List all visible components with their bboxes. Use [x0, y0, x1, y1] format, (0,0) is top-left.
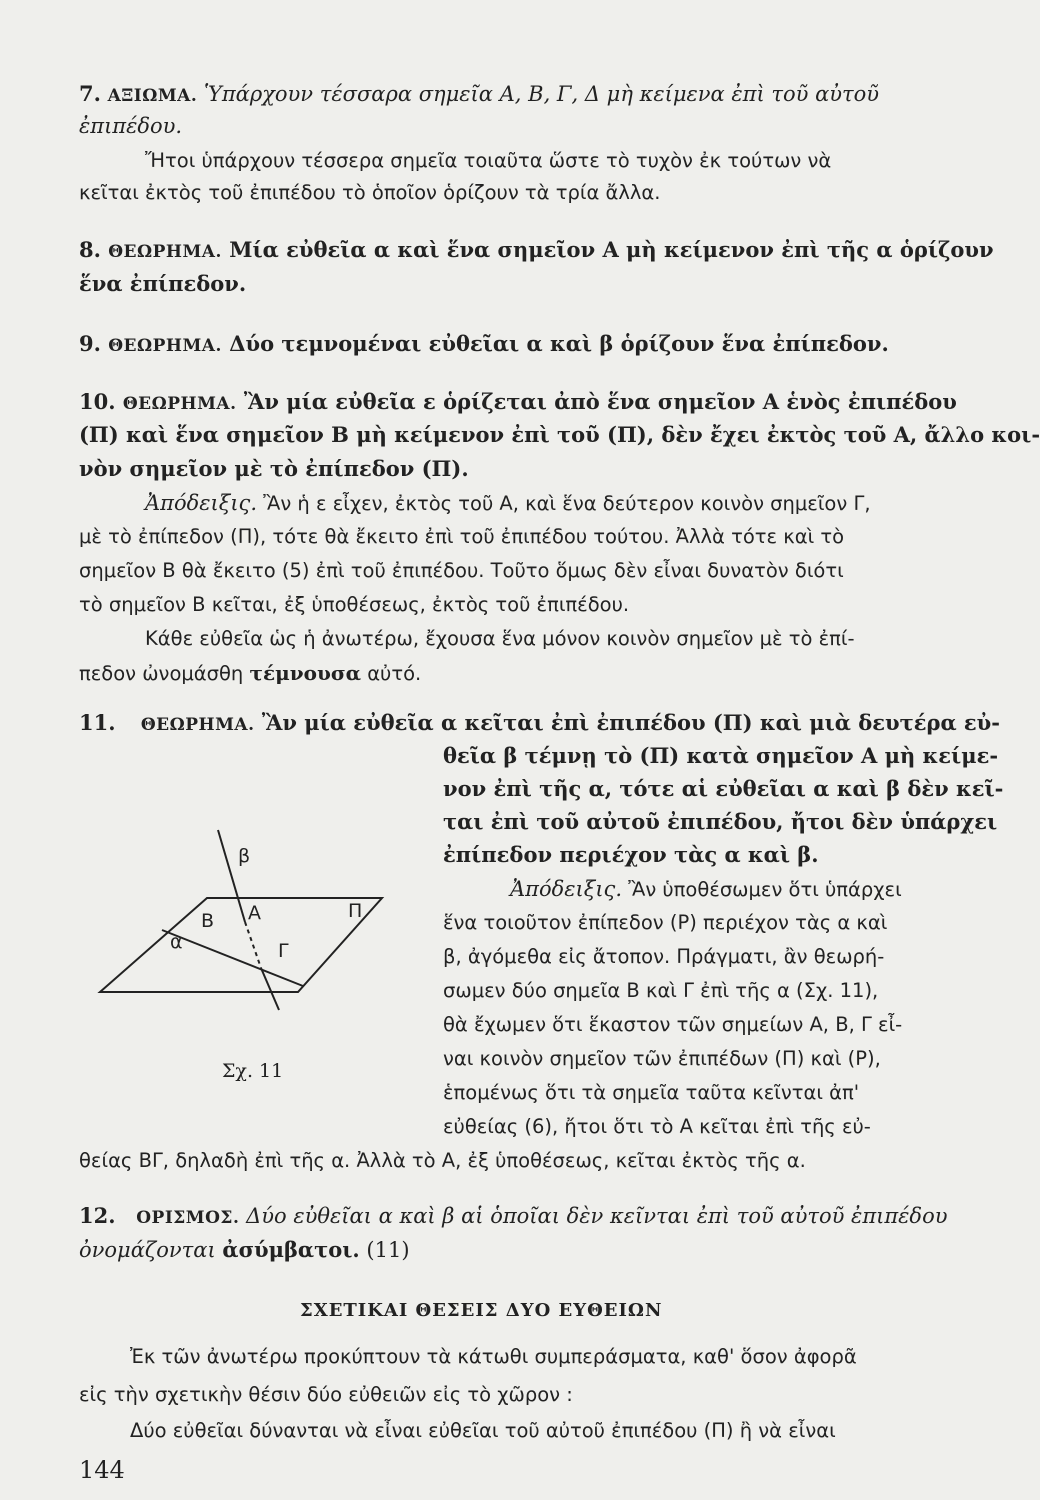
definition-12-line2	[79, 1236, 410, 1264]
section-label: ΑΞΙΩΜΑ.	[107, 86, 198, 106]
figure-caption: Σχ. 11	[222, 1060, 284, 1082]
theorem-11-line3: νον ἐπὶ τῆς α, τότε αἱ εὐθεῖαι α καὶ β δὲν κεῖ-	[443, 776, 1004, 801]
term-secant: τέμνουσα	[249, 661, 361, 685]
definition-text: ὀνομάζονται	[79, 1238, 216, 1262]
section-number: 7.	[79, 81, 101, 106]
line-beta-hidden	[245, 922, 261, 968]
plane-outline	[100, 898, 382, 992]
final-line1: Ἐκ τῶν ἀνωτέρω προκύπτουν τὰ κάτωθι συμπεράσματα, καθ' ὅσον ἀφορᾶ	[130, 1345, 857, 1368]
proof-10-line2: μὲ τὸ ἐπίπεδον (Π), τότε θὰ ἔκειτο ἐπὶ τοῦ ἐπιπέδου τούτου. Ἀλλὰ τότε καὶ τὸ	[79, 525, 845, 548]
axiom-7-explanation-line1: Ἤτοι ὑπάρχουν τέσσερα σημεῖα τοιαῦτα ὥστε τὸ τυχὸν ἐκ τούτων νὰ	[145, 149, 832, 172]
proof-11-line3: β, ἀγόμεθα εἰς ἄτοπον. Πράγματι, ἂν θεωρή-	[443, 945, 885, 968]
theorem-10-line2: (Π) καὶ ἕνα σημεῖον Β μὴ κείμενον ἐπὶ τοῦ (Π), δὲν ἔχει ἐκτὸς τοῦ Α, ἄλλο κοι-	[79, 422, 1040, 447]
theorem-11-line5: ἐπίπεδον περιέχον τὰς α καὶ β.	[443, 842, 819, 867]
section-label: ΘΕΩΡΗΜΑ.	[108, 336, 222, 356]
definition-12-line1	[79, 1202, 947, 1232]
proof-11-line6: ναι κοινὸν σημεῖον τῶν ἐπιπέδων (Π) καὶ (Ρ),	[443, 1047, 881, 1070]
theorem-9-line1	[79, 330, 889, 360]
theorem-8-line1	[79, 236, 994, 266]
remark-10-line1: Κάθε εὐθεῖα ὡς ἡ ἀνωτέρω, ἔχουσα ἕνα μόνον κοινὸν σημεῖον μὲ τὸ ἐπί-	[145, 627, 855, 650]
axiom-7-line1	[79, 80, 879, 110]
definition-text: Δύο εὐθεῖαι α καὶ β αἱ ὁποῖαι δὲν κεῖνται ἐπὶ τοῦ αὐτοῦ ἐπιπέδου	[246, 1204, 948, 1228]
theorem-text: Μία εὐθεῖα α καὶ ἕνα σημεῖον Α μὴ κείμενον ἐπὶ τῆς α ὁρίζουν	[229, 237, 994, 262]
final-line2: εἰς τὴν σχετικὴν θέσιν δύο εὐθειῶν εἰς τὸ χῶρον :	[79, 1383, 573, 1406]
proof-10-line3: σημεῖον Β θὰ ἔκειτο (5) ἐπὶ τοῦ ἐπιπέδου. Τοῦτο ὅμως δὲν εἶναι δυνατὸν διότι	[79, 559, 844, 582]
theorem-10-line1	[79, 388, 957, 418]
proof-11-line7: ἑπομένως ὅτι τὰ σημεῖα ταῦτα κεῖνται ἀπ'	[443, 1081, 860, 1104]
label-point-B: Β	[201, 910, 215, 932]
remark-text-end: αὐτό.	[367, 662, 422, 685]
section-label: ΘΕΩΡΗΜΑ.	[108, 242, 222, 262]
proof-11-line8: εὐθείας (6), ἤτοι ὅτι τὸ Α κεῖται ἐπὶ τῆς εὐ-	[443, 1115, 871, 1138]
section-label: ΘΕΩΡΗΜΑ.	[140, 715, 255, 735]
theorem-10-line3: νὸν σημεῖον μὲ τὸ ἐπίπεδον (Π).	[79, 456, 469, 481]
theorem-11-line2: θεῖα β τέμνῃ τὸ (Π) κατὰ σημεῖον Α μὴ κείμε-	[443, 743, 999, 768]
section-number: 10.	[79, 389, 116, 414]
axiom-text: Ὑπάρχουν τέσσαρα σημεῖα Α, Β, Γ, Δ μὴ κείμενα ἐπὶ τοῦ αὐτοῦ	[203, 82, 880, 106]
section-label: ΟΡΙΣΜΟΣ.	[136, 1208, 240, 1228]
theorem-text: Δύο τεμνομέναι εὐθεῖαι α καὶ β ὁρίζουν ἕνα ἐπίπεδον.	[229, 331, 889, 356]
remark-10-line2	[79, 659, 421, 688]
axiom-7-line2: ἐπιπέδου.	[79, 114, 183, 138]
proof-text: Ἂν ὑποθέσωμεν ὅτι ὑπάρχει	[628, 878, 902, 901]
section-heading: ΣΧΕΤΙΚΑΙ ΘΕΣΕΙΣ ΔΥΟ ΕΥΘΕΙΩΝ	[300, 1300, 663, 1321]
line-beta-lower	[261, 968, 279, 1010]
proof-11-line9: θείας ΒΓ, δηλαδὴ ἐπὶ τῆς α. Ἀλλὰ τὸ Α, ἐξ ὑποθέσεως, κεῖται ἐκτὸς τῆς α.	[79, 1149, 806, 1172]
proof-label: Ἀπόδειξις.	[510, 877, 622, 901]
proof-11-line1	[510, 875, 902, 904]
section-number: 11.	[79, 710, 116, 735]
reference: (11)	[366, 1238, 410, 1262]
proof-11-line5: θὰ ἔχωμεν ὅτι ἕκαστον τῶν σημείων Α, Β, Γ εἶ-	[443, 1013, 903, 1036]
proof-10-line4: τὸ σημεῖον Β κεῖται, ἐξ ὑποθέσεως, ἐκτὸς τοῦ ἐπιπέδου.	[79, 593, 630, 616]
proof-label: Ἀπόδειξις.	[145, 491, 257, 515]
page-number: 144	[79, 1456, 125, 1484]
label-beta: β	[238, 845, 251, 867]
label-point-A: Α	[248, 902, 261, 924]
proof-text: Ἂν ἡ ε εἶχεν, ἐκτὸς τοῦ Α, καὶ ἕνα δεύτερον κοινὸν σημεῖον Γ,	[263, 492, 871, 515]
section-number: 12.	[79, 1203, 116, 1228]
theorem-text: Ἂν μία εὐθεῖα ε ὁρίζεται ἀπὸ ἕνα σημεῖον Α ἑνὸς ἐπιπέδου	[243, 389, 957, 414]
section-label: ΘΕΩΡΗΜΑ.	[122, 394, 237, 414]
section-number: 9.	[79, 331, 101, 356]
theorem-text: Ἂν μία εὐθεῖα α κεῖται ἐπὶ ἐπιπέδου (Π) καὶ μιὰ δευτέρα εὐ-	[261, 710, 1000, 735]
final-line3: Δύο εὐθεῖαι δύνανται νὰ εἶναι εὐθεῖαι τοῦ αὐτοῦ ἐπιπέδου (Π) ἢ νὰ εἶναι	[130, 1419, 836, 1442]
theorem-11-line4: ται ἐπὶ τοῦ αὐτοῦ ἐπιπέδου, ἤτοι δὲν ὑπάρχει	[443, 809, 998, 834]
proof-11-line4: σωμεν δύο σημεῖα Β καὶ Γ ἐπὶ τῆς α (Σχ. 11),	[443, 979, 879, 1002]
line-beta-upper	[218, 830, 245, 922]
proof-10-line1	[145, 489, 871, 518]
label-point-G: Γ	[278, 940, 289, 962]
figure-11-diagram	[70, 820, 430, 1090]
term-skew: ἀσύμβατοι.	[222, 1237, 360, 1262]
theorem-8-line2: ἕνα ἐπίπεδον.	[79, 271, 247, 296]
remark-text: πεδον ὠνομάσθη	[79, 662, 244, 685]
section-number: 8.	[79, 237, 101, 262]
theorem-11-line1	[79, 709, 1000, 739]
label-plane-P: Π	[348, 900, 363, 922]
proof-11-line2: ἕνα τοιοῦτον ἐπίπεδον (Ρ) περιέχον τὰς α καὶ	[443, 911, 888, 934]
label-alpha: α	[170, 931, 183, 953]
axiom-7-explanation-line2: κεῖται ἐκτὸς τοῦ ἐπιπέδου τὸ ὁποῖον ὁρίζουν τὰ τρία ἄλλα.	[79, 181, 661, 204]
